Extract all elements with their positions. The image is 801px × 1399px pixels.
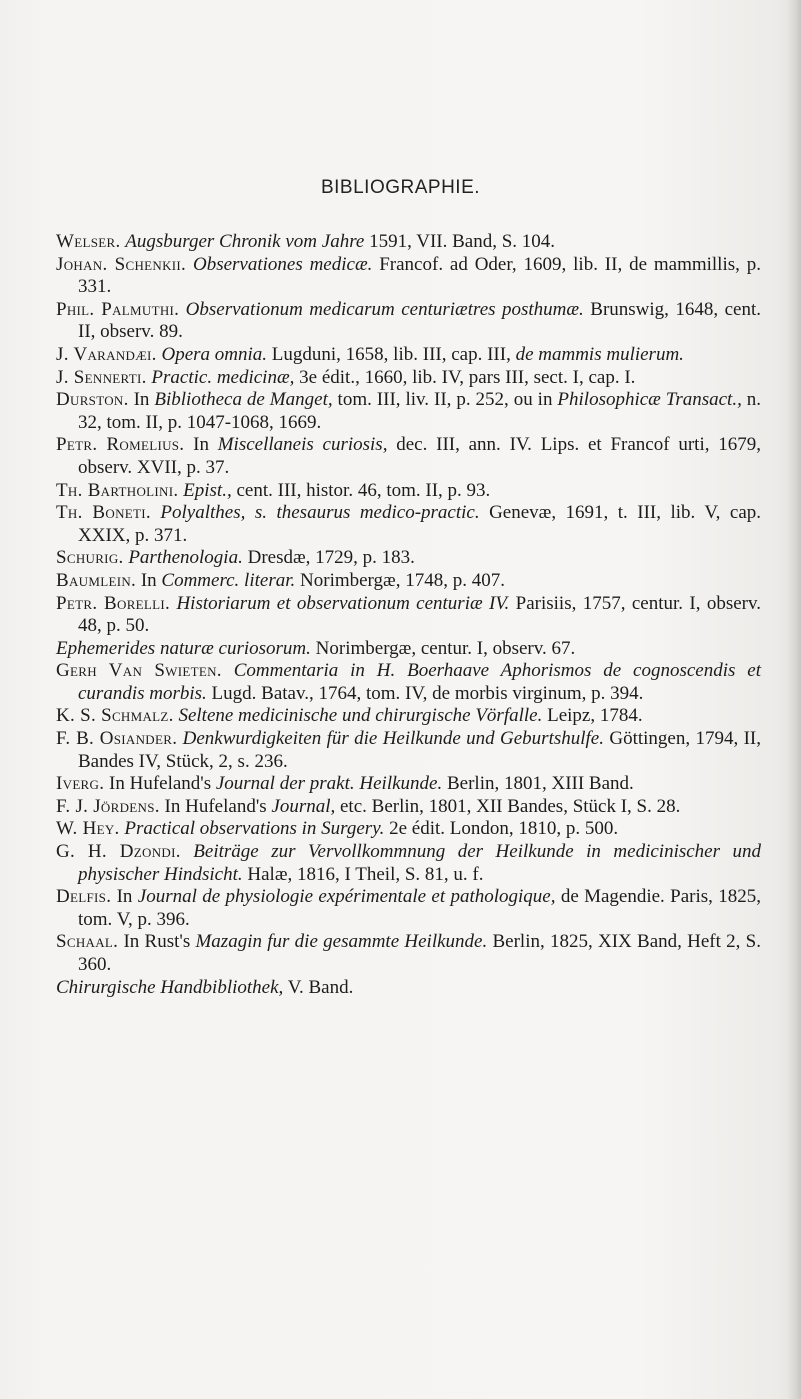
entry-author: F. J. Jördens. [56, 795, 160, 817]
entry-title: Miscellaneis curiosis, [217, 434, 388, 456]
entry-author: Phil. Palmuthi. [56, 298, 180, 320]
entry-author: Welser. [56, 231, 121, 252]
entry-details: Dresdæ, 1729, p. 183. [242, 547, 415, 569]
entry-details-secondary: n. 32, tom. II, p. 1047-1068, 1669. [78, 389, 762, 433]
entry-details: 3e édit., 1660, lib. IV, pars III, sect. I, cap. I. [294, 366, 636, 388]
entry-title: Historiarum et observationum centuriæ IV. [176, 592, 510, 614]
bibliography-entry [56, 344, 761, 367]
entry-details: Halæ, 1816, I Theil, S. 81, u. f. [242, 863, 484, 885]
bibliography-entry [56, 728, 761, 773]
entry-title: Chirurgische Handbibliothek, [56, 976, 284, 998]
entry-details: Brunswig, 1648, cent. II, observ. 89. [78, 298, 761, 343]
bibliography-entry [56, 254, 761, 299]
entry-details: Lugd. Batav., 1764, tom. IV, de morbis virginum, p. 394. [206, 682, 644, 704]
entry-title: Commentaria in H. Boerhaave Aphorismos de cognoscendis et curandis morbis. [78, 660, 761, 704]
entry-details: 2e édit. London, 1810, p. 500. [384, 818, 619, 840]
entry-title: Polyalthes, s. thesaurus medico-practic. [160, 502, 480, 524]
entry-author: Baumlein. [56, 569, 137, 591]
entry-author: Petr. Borelli. [56, 592, 171, 614]
entry-title: Observationes medicæ. [192, 253, 373, 275]
entry-title: Epist., [183, 479, 232, 501]
entry-title-secondary: de mammis mulierum. [510, 343, 684, 365]
entry-details: Norimbergæ, 1748, p. 407. [295, 569, 505, 591]
entry-details: Berlin, 1801, XIII Band. [442, 773, 634, 795]
bibliography-entry [56, 638, 761, 661]
entry-title: Practical observations in Surgery. [124, 818, 385, 840]
entry-prefix: In [128, 389, 155, 411]
entry-details: Genevæ, 1691, t. III, lib. V, cap. XXIX, p. 371. [78, 502, 762, 546]
entry-title: Beiträge zur Vervollkommnung der Heilkunde in medicinischer und physischer Hindsicht. [78, 841, 762, 885]
bibliography-entry [56, 931, 761, 976]
entry-author: Gerh Van Swieten. [56, 660, 222, 682]
bibliography-entry [56, 570, 761, 593]
page-edge-shadow [787, 0, 801, 1399]
entry-details: V. Band. [283, 976, 354, 998]
bibliography-entry [56, 796, 761, 819]
entry-title: Parthenologia. [128, 547, 243, 569]
bibliography-entry [56, 841, 761, 886]
entry-title: Augsburger Chronik vom Jahre [125, 231, 365, 252]
entry-details: etc. Berlin, 1801, XII Bandes, Stück I, S. 28. [335, 795, 681, 817]
entry-details: Lugduni, 1658, lib. III, cap. III, [267, 343, 511, 365]
entry-author: W. Hey. [56, 818, 120, 840]
bibliography-entry [56, 389, 761, 434]
entry-author: Th. Bartholini. [56, 479, 179, 501]
entry-author: Durston. [56, 389, 129, 411]
entry-details: Göttingen, 1794, II, Bandes IV, Stück, 2, s. 236. [78, 728, 761, 772]
bibliography-entry [56, 231, 761, 254]
entry-details: Parisiis, 1757, centur. I, observ. 48, p. 50. [78, 592, 761, 637]
page-header: BIBLIOGRAPHIE. [320, 177, 481, 198]
entry-author: Iverg. [56, 773, 105, 795]
entry-author: Schaal. [56, 931, 119, 953]
entry-title: Opera omnia. [161, 343, 268, 365]
entry-details: Berlin, 1825, XIX Band, Heft 2, S. 360. [78, 931, 761, 975]
entry-details: Francof. ad Oder, 1609, lib. II, de mammillis, p. 331. [78, 253, 761, 298]
entry-title: Journal der prakt. Heilkunde. [215, 773, 443, 795]
entry-author: Th. Boneti. [56, 502, 151, 524]
entry-author: F. B. Osiander. [56, 728, 178, 750]
bibliography-entry [56, 773, 761, 796]
entry-author: Johan. Schenkii. [56, 253, 187, 275]
entry-author: G. H. Dzondi. [56, 841, 181, 863]
entry-title: Ephemerides naturæ curiosorum. [56, 637, 311, 659]
entry-details: cent. III, histor. 46, tom. II, p. 93. [231, 479, 491, 501]
entry-title: Journal, [271, 795, 336, 817]
entry-title: Practic. medicinæ, [151, 366, 295, 388]
bibliography-entry [56, 977, 761, 1000]
bibliography-entry [56, 434, 761, 479]
entry-title: Denkwurdigkeiten für die Heilkunde und Geburtshulfe. [182, 728, 604, 750]
entry-title: Observationum medicarum centuriætres posthumæ. [185, 298, 584, 320]
bibliography-entry [56, 299, 761, 344]
entry-details: de Magendie. Paris, 1825, tom. V, p. 396. [78, 886, 761, 930]
entry-details: Leipz, 1784. [542, 705, 643, 727]
bibliography-entry [56, 593, 761, 638]
entry-title: Commerc. literar. [161, 569, 296, 591]
bibliography-entry [56, 547, 761, 570]
entry-title: Journal de physiologie expérimentale et pathologique, [137, 886, 556, 908]
entry-author: K. S. Schmalz. [56, 705, 174, 727]
entry-author: Delfis. [56, 886, 112, 908]
entry-author: J. Varandæi. [56, 343, 157, 365]
entry-title: Bibliotheca de Manget, [154, 389, 333, 411]
bibliography-entry [56, 367, 761, 390]
entry-details: 1591, VII. Band, S. 104. [364, 231, 556, 252]
entry-author: J. Sennerti. [56, 366, 147, 388]
entry-title: Seltene medicinische und chirurgische Vörfalle. [178, 705, 543, 727]
entry-prefix: In [184, 434, 218, 456]
entry-prefix: In Rust's [118, 931, 196, 953]
entry-details: tom. III, liv. II, p. 252, ou in [332, 389, 553, 411]
entry-details: Norimbergæ, centur. I, observ. 67. [310, 637, 576, 659]
bibliography-entry [56, 660, 761, 705]
bibliography-entry [56, 705, 761, 728]
entry-title: Mazagin fur die gesammte Heilkunde. [195, 931, 488, 953]
bibliography-entry [56, 480, 761, 503]
bibliography-entry [56, 818, 761, 841]
entry-prefix: In [111, 886, 138, 908]
entry-prefix: In [136, 569, 162, 591]
entry-prefix: In Hufeland's [159, 795, 272, 817]
entry-author: Schurig. [56, 547, 124, 569]
entry-details: dec. III, ann. IV. Lips. et Francof urti, 1679, observ. XVII, p. 37. [78, 434, 762, 478]
entry-title-secondary: Philosophicæ Transact., [552, 389, 742, 411]
bibliography-entry [56, 886, 761, 931]
entry-author: Petr. Romelius. [56, 434, 185, 456]
bibliography-entry [56, 502, 761, 547]
bibliography-list [56, 231, 761, 999]
entry-prefix: In Hufeland's [104, 773, 216, 795]
